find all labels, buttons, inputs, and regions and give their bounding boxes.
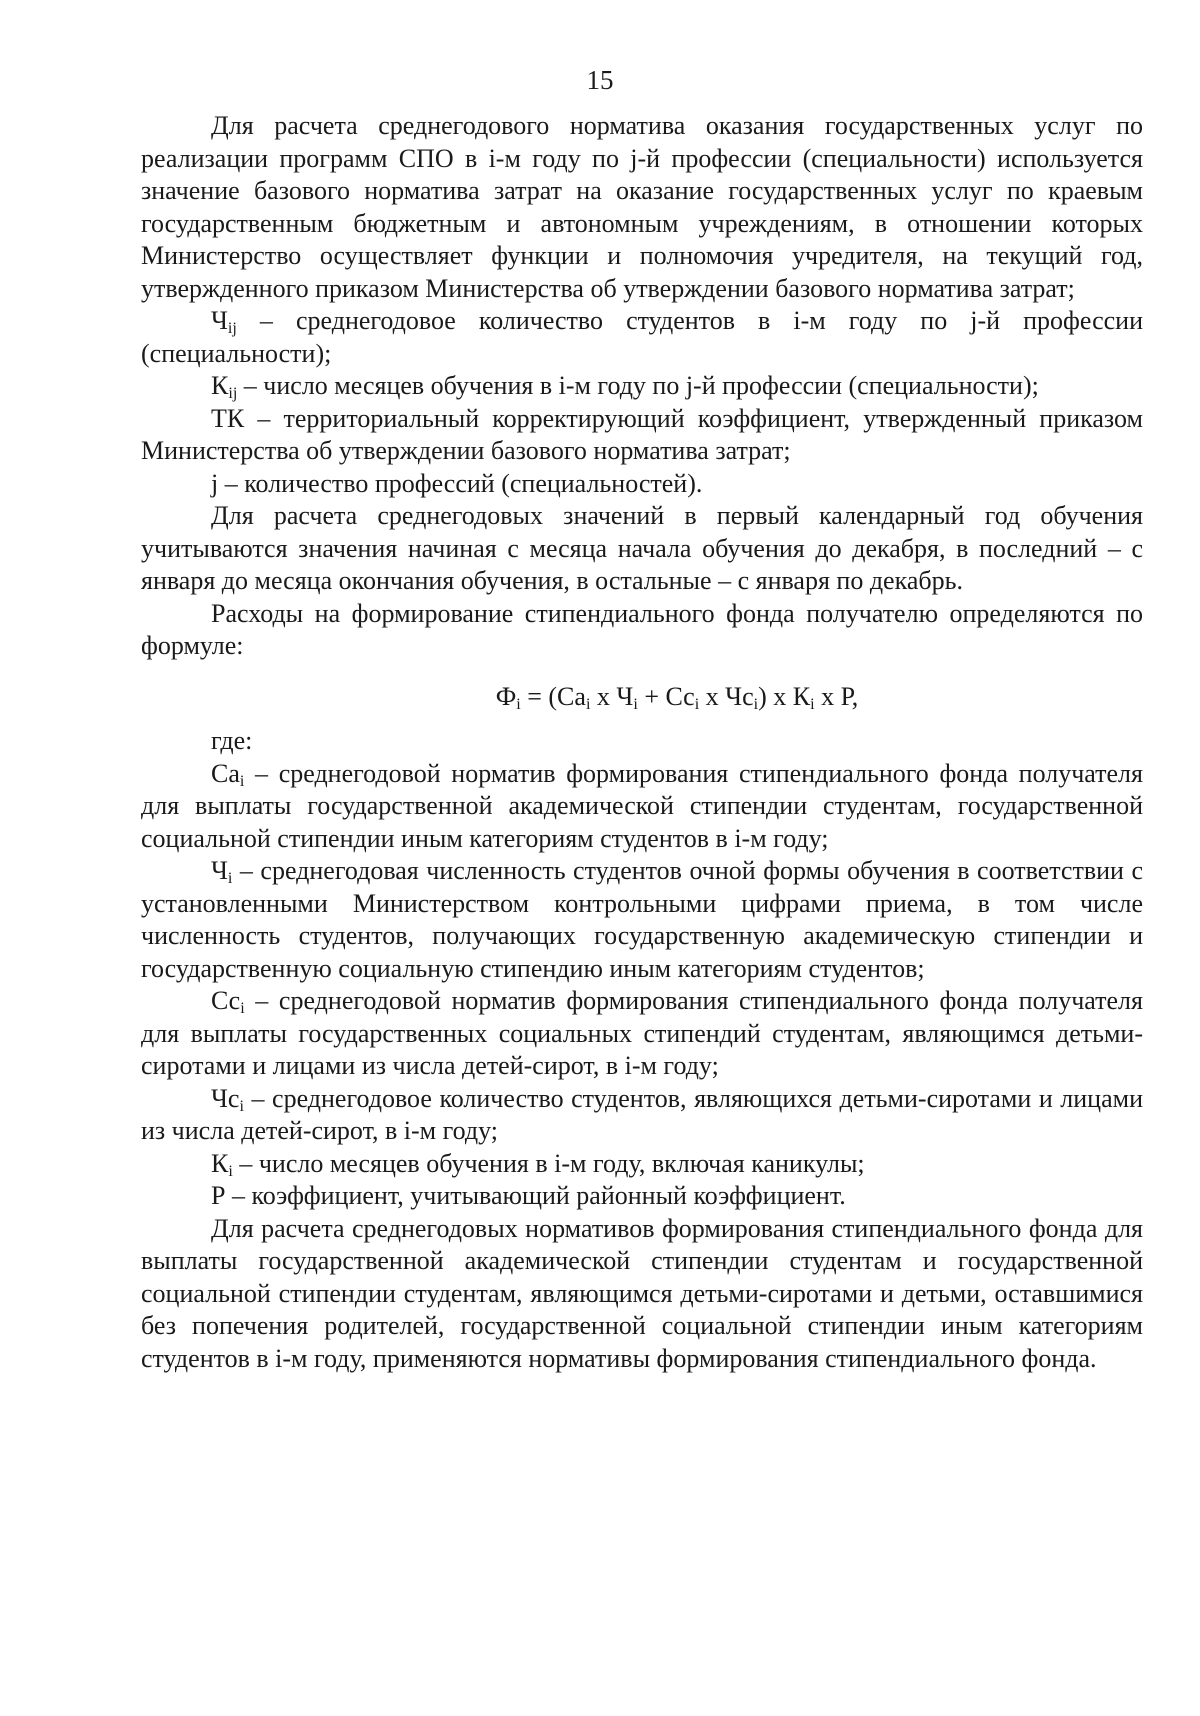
- symbol: Ч: [211, 856, 228, 885]
- symbol: К: [211, 371, 229, 400]
- formula: $Ф_i = (Са_i$ х $Ч_i + Сс_i$ х $Чс_i$) х $К_i$ х Р,: [495, 681, 859, 713]
- definition-chij: [141, 305, 1143, 370]
- paragraph-final: Для расчета среднегодовых нормативов формирования стипендиального фонда для выплаты государственной академической стипендии студентам и государственной социальной стипендии студентам, являющимся детьми-сиротами и детьми, оставшимися без попечения родителей, государственной социальной стипендии иным категориям студентов в i-м году, применяются нормативы формирования стипендиального фонда.: [141, 1213, 1143, 1373]
- definition-text: – среднегодовой норматив формирования стипендиального фонда получателя для выплаты государственной академической стипендии студентам, государственной социальной стипендии иным категориям студентов в i-м году;: [141, 758, 1143, 853]
- definition-text: – среднегодовая численность студентов очной формы обучения в соответствии с установленными Министерством контрольными цифрами приема, в том числе численность студентов, получающих государственную академическую стипендии и государственную социальную стипендию иным категориям студентов;: [141, 856, 1143, 983]
- symbol-subscript: i: [240, 1000, 245, 1018]
- symbol-subscript: i: [227, 870, 233, 888]
- symbol: Сс: [211, 986, 241, 1015]
- definition-j: j – количество профессий (специальностей).: [211, 468, 703, 498]
- definition-text: – среднегодовое количество студентов, являющихся детьми-сиротами и лицами из числа детей-сирот, в i-м году;: [141, 1083, 1143, 1145]
- symbol-subscript: ij: [227, 320, 237, 338]
- definition-text: – число месяцев обучения в i-м году, включая каникулы;: [232, 1148, 865, 1178]
- symbol-subscript: i: [228, 1162, 233, 1180]
- where-label: где:: [211, 726, 253, 755]
- definition-text: – среднегодовое количество студентов в i-м году по j-й профессии (специальности);: [141, 306, 1143, 368]
- definition-chc: [141, 1083, 1143, 1148]
- paragraph-average-values: Для расчета среднегодовых значений в первый календарный год обучения учитываются значения начиная с месяца начала обучения до декабря, в последний – с января до месяца окончания обучения, в остальные – с января по декабрь.: [141, 501, 1143, 595]
- symbol-subscript: ij: [228, 385, 238, 403]
- paragraph-scholarship-intro: Расходы на формирование стипендиального фонда получателю определяются по формуле:: [141, 598, 1143, 660]
- definition-ch: [141, 855, 1143, 985]
- symbol-subscript: i: [239, 772, 245, 790]
- symbol: Чс: [211, 1083, 240, 1113]
- symbol-subscript: i: [239, 1097, 244, 1115]
- definition-text: – среднегодовой норматив формирования стипендиального фонда получателя для выплаты государственных социальных стипендий студентам, являющимся детьми-сиротами и лицами из числа детей-сирот, в i-м году;: [141, 986, 1143, 1080]
- definition-ca: [141, 758, 1143, 856]
- document-body: [141, 110, 1143, 1375]
- symbol: Са: [211, 758, 240, 788]
- definition-p: Р – коэффициент, учитывающий районный коэффициент.: [211, 1181, 846, 1210]
- definition-cc: [141, 985, 1143, 1083]
- definition-text: – число месяцев обучения в i-м году по j-й профессии (специальности);: [237, 371, 1039, 400]
- definition-k: [141, 1148, 1143, 1181]
- paragraph-intro: Для расчета среднегодового норматива оказания государственных услуг по реализации программ СПО в i-м году по j-й профессии (специальности) используется значение базового норматива затрат на оказание государственных услуг по краевым государственным бюджетным и автономным учреждениям, в отношении которых Министерство осуществляет функции и полномочия учредителя, на текущий год, утвержденного приказом Министерства об утверждении базового норматива затрат;: [141, 111, 1143, 303]
- symbol: К: [211, 1148, 229, 1178]
- definition-kij: [141, 370, 1143, 403]
- definition-tk: ТК – территориальный корректирующий коэффициент, утвержденный приказом Министерства об утверждении базового норматива затрат;: [141, 403, 1143, 465]
- page-number: 15: [586, 65, 614, 95]
- symbol: Ч: [211, 306, 228, 335]
